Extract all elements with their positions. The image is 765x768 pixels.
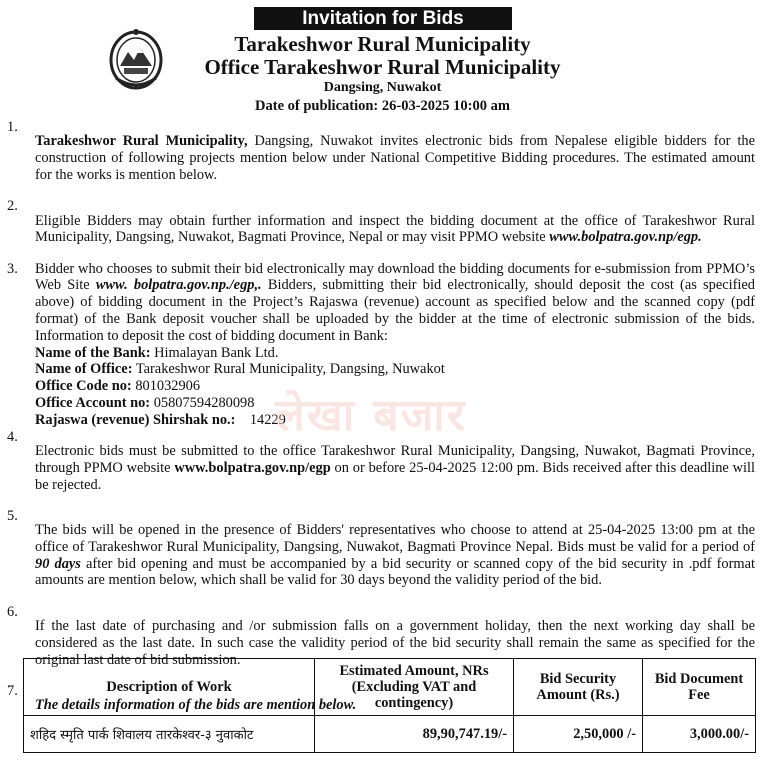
header-estimated-amount: Estimated Amount, NRs (Excluding VAT and contingency): [315, 659, 514, 716]
ppmo-link[interactable]: www.bolpatra.gov.np/egp: [174, 459, 331, 476]
bid-security-amount: 2,50,000 /-: [514, 716, 643, 753]
item-number: 2.: [7, 198, 18, 215]
header-document-fee: Bid Document Fee: [643, 659, 756, 716]
item-number: 4.: [7, 428, 18, 445]
office-name: Office Tarakeshwor Rural Municipality: [204, 55, 561, 79]
bank-label: Name of the Bank:: [35, 344, 151, 361]
list-item: [7, 429, 755, 508]
municipality-name: Tarakeshwor Rural Municipality: [234, 32, 531, 56]
item-number: 5.: [7, 507, 18, 524]
work-description: शहिद स्मृति पार्क शिवालय तारकेश्वर-३ नुवाकोट: [24, 716, 315, 753]
office-name-row: [35, 361, 755, 378]
table-row: [24, 716, 756, 753]
item-text: The details information of the bids are mention below.: [35, 697, 357, 714]
list-item: [7, 119, 755, 198]
item-text: The bids will be opened in the presence of Bidders' representatives who choose to attend at 25-04-2025 13:00 pm at the office of Tarakeshwor Rural Municipality, Dangsing, Nuwakot, Bagmati Province Nepal. Bids must be valid for a period of: [35, 522, 755, 555]
item-text: Bidders, submitting their bid electronically, should deposit the cost (as specified above) of bidding document in the Project’s Rajaswa (revenue) account as specified below and the scanned copy (pdf format) of the Bank deposit voucher shall be uploaded by the bidder at the time of electronic submission of the bids. Information to deposit the cost of bidding document in Bank:: [35, 277, 755, 344]
account-value: 05807594280098: [150, 394, 255, 411]
list-item: [7, 261, 755, 429]
item-text: Eligible Bidders may obtain further information and inspect the bidding document at the office of Tarakeshwor Rural Municipality, Dangsing, Nuwakot, Bagmati Province, Nepal or may visit PPMO website: [35, 212, 755, 246]
ppmo-link[interactable]: www. bolpatra.gov.np./egp,.: [95, 277, 262, 294]
item-number: 3.: [7, 260, 18, 277]
account-row: [35, 395, 755, 412]
notice-banner: Invitation for Bids: [254, 7, 512, 30]
table-header-row: [24, 659, 756, 716]
code-value: 801032906: [131, 378, 201, 395]
bid-document-fee: 3,000.00/-: [643, 716, 756, 753]
office-label: Name of Office:: [35, 361, 133, 378]
item-text: after bid opening and must be accompanied by a bid security or scanned copy of the bid security in .pdf format amounts are mention below, which shall be valid for 30 days beyond the validity period of the bid.: [35, 555, 755, 589]
bank-name-row: [35, 345, 755, 362]
account-label: Office Account no:: [35, 394, 151, 411]
office-value: Tarakeshwor Rural Municipality, Dangsing, Nuwakot: [132, 361, 445, 378]
item-text: Dangsing, Nuwakot invites electronic bids from Nepalese eligible bidders for the construction of following projects mention below under National Competitive Bidding procedures. The estimated amount for the works is mention below.: [35, 133, 755, 183]
item-text: on or before 25-04-2025 12:00 pm. Bids received after this deadline will be rejected.: [35, 459, 755, 493]
bank-value: Himalayan Bank Ltd.: [150, 344, 279, 361]
estimated-amount: 89,90,747.19/-: [315, 716, 514, 753]
publication-date: Date of publication: 26-03-2025 10:00 am: [255, 98, 510, 114]
code-label: Office Code no:: [35, 378, 132, 395]
item-number: 7.: [7, 682, 18, 699]
ppmo-link[interactable]: www.bolpatra.gov.np/egp.: [549, 229, 702, 246]
list-item: [7, 198, 755, 260]
item-text: Bidder who chooses to submit their bid electronically may download the bidding documents for e-submission from PPMO’s Web Site: [35, 260, 755, 294]
office-code-row: [35, 378, 755, 395]
shirshak-value: 14229: [235, 411, 286, 428]
shirshak-row: [35, 412, 755, 429]
bids-table: [23, 658, 756, 753]
header-bid-security: Bid Security Amount (Rs.): [514, 659, 643, 716]
list-item: [7, 508, 755, 604]
shirshak-label: Rajaswa (revenue) Shirshak no.:: [35, 411, 236, 428]
item-text: Electronic bids must be submitted to the office Tarakeshwor Rural Municipality, Dangsing, Nuwakot, Bagmati Province, through PPMO website: [35, 442, 755, 476]
item-text: If the last date of purchasing and /or submission falls on a government holiday, then the next working day shall be considered as the last date. In such case the validity period of the bid security shall remain the same as specified for the original last date of bid submission.: [35, 618, 755, 668]
office-location: Dangsing, Nuwakot: [323, 80, 442, 95]
validity-days: 90 days: [35, 555, 81, 572]
header-description: Description of Work: [24, 659, 315, 716]
item-number: 1.: [7, 119, 18, 135]
watermark-text: लेखा बजार: [275, 390, 467, 441]
item-bold-text: Tarakeshwor Rural Municipality,: [35, 133, 248, 150]
notice-body: [7, 119, 755, 728]
item-number: 6.: [7, 603, 18, 620]
